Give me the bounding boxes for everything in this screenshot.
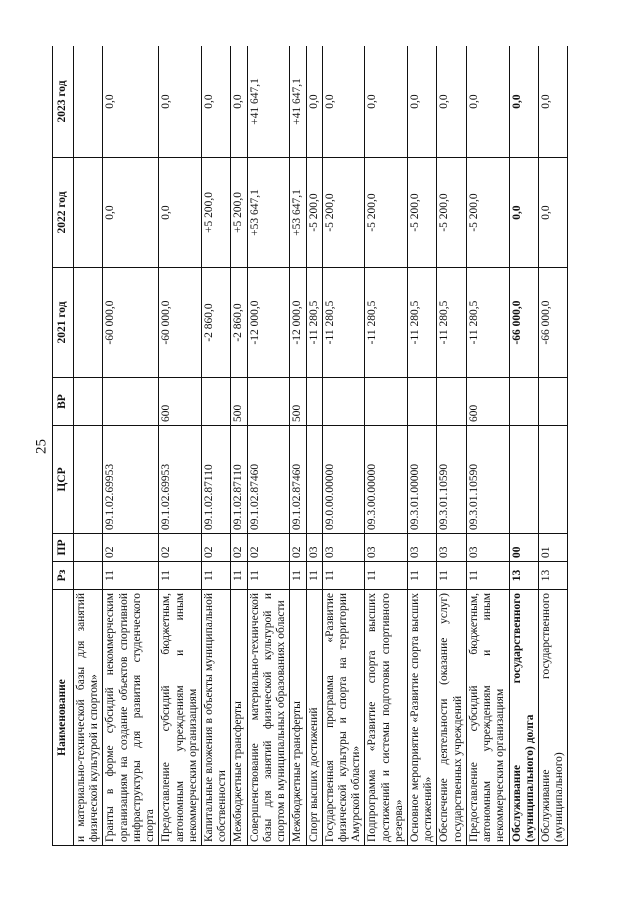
cell-csr <box>539 426 568 534</box>
cell-2023: 0,0 <box>539 46 568 158</box>
cell-2021: -12 000,0 <box>290 268 306 378</box>
cell-name: Обслуживание государственного (муниципального) <box>539 590 568 846</box>
cell-rz: 11 <box>290 562 306 590</box>
cell-2022: -5 200,0 <box>322 158 365 268</box>
cell-2023: 0,0 <box>509 46 538 158</box>
cell-pr: 03 <box>306 534 322 562</box>
header-2021: 2021 год <box>53 268 74 378</box>
cell-pr: 03 <box>466 534 509 562</box>
cell-csr: 09.3.00.00000 <box>365 426 408 534</box>
cell-csr: 09.1.02.87460 <box>290 426 306 534</box>
cell-csr: 09.1.02.87110 <box>231 426 247 534</box>
cell-csr <box>74 426 103 534</box>
cell-vr <box>306 378 322 426</box>
page-number: 25 <box>33 439 50 454</box>
cell-2022: 0,0 <box>539 158 568 268</box>
cell-rz: 11 <box>231 562 247 590</box>
cell-2023: 0,0 <box>306 46 322 158</box>
header-pr: ПР <box>53 534 74 562</box>
cell-2023: 0,0 <box>103 46 159 158</box>
cell-rz: 11 <box>322 562 365 590</box>
cell-rz: 11 <box>103 562 159 590</box>
cell-2023: +41 647,1 <box>290 46 306 158</box>
cell-name: Межбюджетные трансферты <box>231 590 247 846</box>
cell-2021: -11 280,5 <box>466 268 509 378</box>
cell-rz: 11 <box>201 562 230 590</box>
cell-csr: 09.1.02.69953 <box>103 426 159 534</box>
cell-2023: 0,0 <box>159 46 202 158</box>
cell-pr: 03 <box>408 534 437 562</box>
cell-pr: 03 <box>322 534 365 562</box>
cell-2022: +53 647,1 <box>290 158 306 268</box>
cell-pr: 03 <box>365 534 408 562</box>
cell-2022: 0,0 <box>509 158 538 268</box>
cell-vr: 500 <box>231 378 247 426</box>
header-rz: Рз <box>53 562 74 590</box>
cell-2022: -5 200,0 <box>365 158 408 268</box>
table-body <box>74 46 568 846</box>
cell-vr <box>247 378 290 426</box>
cell-2021: -66 000,0 <box>509 268 538 378</box>
cell-vr <box>365 378 408 426</box>
table-row <box>103 46 159 846</box>
cell-vr <box>322 378 365 426</box>
table-row <box>539 46 568 846</box>
cell-name: Обслуживание государственного (муниципального) долга <box>509 590 538 846</box>
cell-rz <box>74 562 103 590</box>
cell-2022: +53 647,1 <box>247 158 290 268</box>
header-csr: ЦСР <box>53 426 74 534</box>
table-row <box>201 46 230 846</box>
header-2022: 2022 год <box>53 158 74 268</box>
cell-vr <box>437 378 466 426</box>
cell-2023: 0,0 <box>437 46 466 158</box>
cell-2022: +5 200,0 <box>231 158 247 268</box>
table-row <box>231 46 247 846</box>
cell-pr: 01 <box>539 534 568 562</box>
cell-pr: 00 <box>509 534 538 562</box>
cell-rz: 11 <box>306 562 322 590</box>
cell-2022: -5 200,0 <box>306 158 322 268</box>
cell-csr <box>306 426 322 534</box>
cell-name: Межбюджетные трансферты <box>290 590 306 846</box>
cell-2022: -5 200,0 <box>437 158 466 268</box>
cell-pr: 03 <box>437 534 466 562</box>
cell-pr: 02 <box>103 534 159 562</box>
cell-2021: -11 280,5 <box>437 268 466 378</box>
cell-2021: -11 280,5 <box>306 268 322 378</box>
cell-2022: +5 200,0 <box>201 158 230 268</box>
cell-2023: 0,0 <box>408 46 437 158</box>
cell-name: Совершенствование материально-технической базы для занятий физической культурой и спортом в муниципальных образованиях области <box>247 590 290 846</box>
budget-table <box>52 46 568 846</box>
cell-vr <box>539 378 568 426</box>
cell-2022: -5 200,0 <box>408 158 437 268</box>
cell-2023: 0,0 <box>365 46 408 158</box>
header-2023: 2023 год <box>53 46 74 158</box>
cell-csr: 09.1.02.87110 <box>201 426 230 534</box>
cell-rz: 11 <box>408 562 437 590</box>
cell-2023: +41 647,1 <box>247 46 290 158</box>
cell-pr: 02 <box>201 534 230 562</box>
cell-vr: 600 <box>466 378 509 426</box>
cell-rz: 11 <box>159 562 202 590</box>
cell-name: Гранты в форме субсидий некоммерческим организациям на создание объектов спортивной инфраструктуры для развития студенческого спорта <box>103 590 159 846</box>
cell-2021: -12 000,0 <box>247 268 290 378</box>
cell-csr: 09.1.02.87460 <box>247 426 290 534</box>
cell-name: Основное мероприятие «Развитие спорта высших достижений» <box>408 590 437 846</box>
cell-2023: 0,0 <box>322 46 365 158</box>
cell-csr: 09.3.01.00000 <box>408 426 437 534</box>
cell-name: Предоставление субсидий бюджетным, автономным учреждениям и иным некоммерческим организациям <box>466 590 509 846</box>
cell-pr: 02 <box>247 534 290 562</box>
table-row <box>365 46 408 846</box>
header-vr: ВР <box>53 378 74 426</box>
cell-vr <box>103 378 159 426</box>
cell-2023 <box>74 46 103 158</box>
cell-name: и материально-технической базы для занятий физической культурой и спортом» <box>74 590 103 846</box>
cell-2023: 0,0 <box>201 46 230 158</box>
table-row <box>306 46 322 846</box>
cell-rz: 11 <box>437 562 466 590</box>
cell-2021: -60 000,0 <box>103 268 159 378</box>
cell-2021: -2 860,0 <box>201 268 230 378</box>
cell-name: Спорт высших достижений <box>306 590 322 846</box>
cell-csr: 09.3.01.10590 <box>437 426 466 534</box>
cell-2021: -66 000,0 <box>539 268 568 378</box>
cell-name: Предоставление субсидий бюджетным, автономным учреждениям и иным некоммерческим организациям <box>159 590 202 846</box>
cell-csr: 09.3.01.10590 <box>466 426 509 534</box>
cell-pr <box>74 534 103 562</box>
table-row <box>437 46 466 846</box>
cell-2021: -11 280,5 <box>322 268 365 378</box>
table-row <box>247 46 290 846</box>
cell-rz: 13 <box>539 562 568 590</box>
cell-name: Обеспечение деятельности (оказание услуг) государственных учреждений <box>437 590 466 846</box>
table-row <box>466 46 509 846</box>
table-row <box>322 46 365 846</box>
cell-name: Государственная программа «Развитие физической культуры и спорта на территории Амурской области» <box>322 590 365 846</box>
cell-rz: 11 <box>365 562 408 590</box>
header-name: Наименование <box>53 590 74 846</box>
cell-vr <box>74 378 103 426</box>
cell-2021: -60 000,0 <box>159 268 202 378</box>
cell-vr <box>201 378 230 426</box>
table-row <box>408 46 437 846</box>
cell-2022: 0,0 <box>103 158 159 268</box>
table-header-row <box>53 46 74 846</box>
cell-vr <box>509 378 538 426</box>
cell-2021 <box>74 268 103 378</box>
cell-2022: -5 200,0 <box>466 158 509 268</box>
cell-2023: 0,0 <box>231 46 247 158</box>
cell-vr: 600 <box>159 378 202 426</box>
cell-pr: 02 <box>231 534 247 562</box>
cell-2021: -11 280,5 <box>365 268 408 378</box>
cell-2022: 0,0 <box>159 158 202 268</box>
rotated-table-area <box>52 46 612 846</box>
cell-vr <box>408 378 437 426</box>
cell-pr: 02 <box>290 534 306 562</box>
cell-csr: 09.0.00.00000 <box>322 426 365 534</box>
table-row <box>159 46 202 846</box>
table-row <box>74 46 103 846</box>
cell-rz: 11 <box>466 562 509 590</box>
cell-name: Подпрограмма «Развитие спорта высших достижений и системы подготовки спортивного резерва» <box>365 590 408 846</box>
cell-2023: 0,0 <box>466 46 509 158</box>
cell-rz: 13 <box>509 562 538 590</box>
cell-csr <box>509 426 538 534</box>
cell-csr: 09.1.02.69953 <box>159 426 202 534</box>
cell-pr: 02 <box>159 534 202 562</box>
cell-name: Капитальные вложения в объекты муниципальной собственности <box>201 590 230 846</box>
cell-2021: -11 280,5 <box>408 268 437 378</box>
table-container <box>52 46 612 846</box>
table-row <box>290 46 306 846</box>
cell-rz: 11 <box>247 562 290 590</box>
cell-2021: -2 860,0 <box>231 268 247 378</box>
cell-2022 <box>74 158 103 268</box>
cell-vr: 500 <box>290 378 306 426</box>
table-row <box>509 46 538 846</box>
